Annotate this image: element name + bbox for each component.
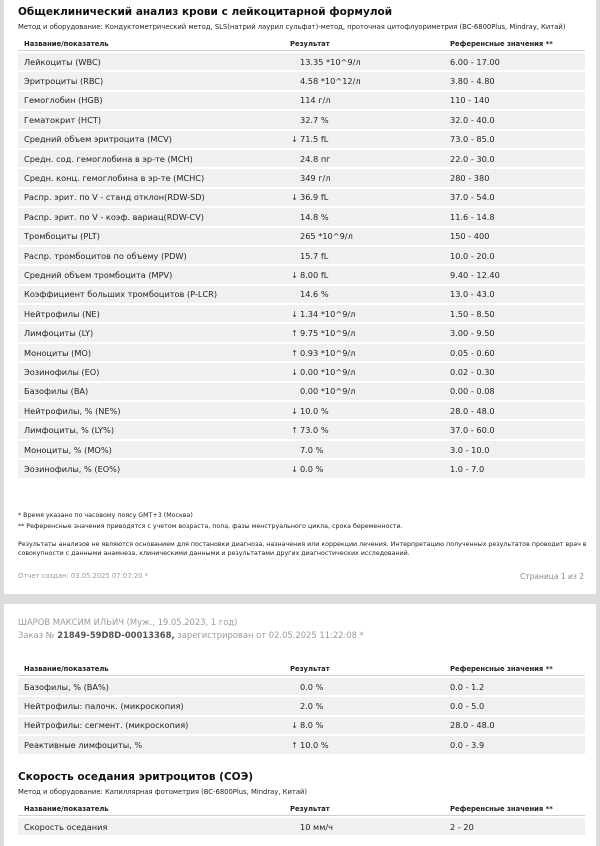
row-name: Нейтрофилы (NE) xyxy=(18,305,284,322)
row-name: Распр. тромбоцитов по объему (PDW) xyxy=(18,247,284,264)
row-result-cell xyxy=(284,460,444,477)
row-name: Лейкоциты (WBC) xyxy=(18,53,284,70)
row-result-cell xyxy=(284,383,444,400)
row-result-cell xyxy=(284,189,444,206)
row-name: Эозинофилы, % (EO%) xyxy=(18,460,284,477)
row-reference: 32.0 - 40.0 xyxy=(444,111,585,128)
row-result-cell xyxy=(284,818,444,835)
row-reference: 110 - 140 xyxy=(444,92,585,109)
row-result-cell xyxy=(284,678,444,695)
patient-info: ШАРОВ МАКСИМ ИЛЬИЧ (Муж., 19.05.2023, 1 год) xyxy=(18,617,238,627)
row-result-cell xyxy=(284,228,444,245)
page-number: Страница 1 из 2 xyxy=(520,572,584,581)
row-result: 2.0 % xyxy=(300,701,324,712)
row-name: Коэффициент больших тромбоцитов (P-LCR) xyxy=(18,286,284,303)
note-timezone: * Время указано по часовому поясу GMT+3 (Москва) xyxy=(18,512,193,519)
row-reference: 0.05 - 0.60 xyxy=(444,344,585,361)
arrow-up-icon: ↑ xyxy=(291,425,298,436)
order-info xyxy=(18,630,364,640)
row-result-cell xyxy=(284,111,444,128)
method-text-esr: Метод и оборудование: Капиллярная фотометрия (BC-6800Plus, Mindray, Китай) xyxy=(18,788,308,796)
table-row xyxy=(18,208,585,225)
table-row xyxy=(18,678,585,695)
row-result-cell xyxy=(284,421,444,438)
row-result-cell xyxy=(284,736,444,753)
section-title-cbc: Общеклинический анализ крови с лейкоцитарной формулой xyxy=(18,6,393,18)
table-row xyxy=(18,344,585,361)
table-row xyxy=(18,228,585,245)
row-result: 0.0 % xyxy=(300,463,324,474)
row-name: Нейтрофилы: сегмент. (микроскопия) xyxy=(18,717,284,734)
row-reference: 22.0 - 30.0 xyxy=(444,150,585,167)
row-result: 15.7 fL xyxy=(300,250,329,261)
row-result: 9.75 *10^9/л xyxy=(300,328,356,339)
row-name: Скорость оседания xyxy=(18,818,284,835)
row-reference: 28.0 - 48.0 xyxy=(444,402,585,419)
row-result-cell xyxy=(284,150,444,167)
col-header-ref: Референсные значения ** xyxy=(444,803,585,816)
row-reference: 150 - 400 xyxy=(444,228,585,245)
row-reference: 28.0 - 48.0 xyxy=(444,717,585,734)
arrow-down-icon: ↓ xyxy=(291,405,298,416)
col-header-name: Название/показатель xyxy=(18,803,284,816)
report-page-1 xyxy=(4,0,596,594)
arrow-down-icon: ↓ xyxy=(291,192,298,203)
method-text: Метод и оборудование: Кондуктометрический метод, SLS(натрий лаурил сульфат)-метод, проточная цитофлуориметрия (BC-6800Plus, Mindray, Китай) xyxy=(18,23,566,31)
table-row xyxy=(18,697,585,714)
row-result-cell xyxy=(284,717,444,734)
row-result-cell xyxy=(284,247,444,264)
section-title-esr: Скорость оседания эритроцитов (СОЭ) xyxy=(18,771,254,783)
arrow-up-icon: ↑ xyxy=(291,739,298,750)
row-reference: 3.00 - 9.50 xyxy=(444,324,585,341)
row-name: Базофилы, % (BA%) xyxy=(18,678,284,695)
row-reference: 0.0 - 5.0 xyxy=(444,697,585,714)
table-row xyxy=(18,169,585,186)
row-reference: 11.6 - 14.8 xyxy=(444,208,585,225)
row-result: 71.5 fL xyxy=(300,134,329,145)
arrow-down-icon: ↓ xyxy=(291,134,298,145)
row-reference: 0.0 - 1.2 xyxy=(444,678,585,695)
row-result-cell xyxy=(284,324,444,341)
note-disclaimer: Результаты анализов не являются основанием для постановки диагноза, назначения или коррекции лечения. Интерпретацию полученных результатов проводит врач в совокупности с данными анамнеза, клиническими данными и результатами других диагностических исследований. xyxy=(18,541,587,557)
row-result-cell xyxy=(284,286,444,303)
table-row xyxy=(18,247,585,264)
table-row xyxy=(18,460,585,477)
row-result: 4.58 *10^12/л xyxy=(300,76,361,87)
arrow-down-icon: ↓ xyxy=(291,720,298,731)
table-row xyxy=(18,131,585,148)
row-result: 8.00 fL xyxy=(300,269,329,280)
row-name: Лимфоциты (LY) xyxy=(18,324,284,341)
row-reference: 2 - 20 xyxy=(444,818,585,835)
row-name: Моноциты, % (MO%) xyxy=(18,441,284,458)
row-result-cell xyxy=(284,363,444,380)
note-reference: ** Референсные значения приводятся с учетом возраста, пола, фазы менструального цикла, срока беременности. xyxy=(18,523,403,530)
row-result: 13.35 *10^9/л xyxy=(300,56,361,67)
table-row xyxy=(18,736,585,753)
results-table-cbc xyxy=(18,36,585,480)
order-registered: зарегистрирован от 02.05.2025 11:22:08 * xyxy=(177,630,364,640)
row-name: Средн. сод. гемоглобина в эр-те (MCH) xyxy=(18,150,284,167)
table-row xyxy=(18,441,585,458)
row-result: 36.9 fL xyxy=(300,192,329,203)
table-row xyxy=(18,286,585,303)
row-name: Моноциты (MO) xyxy=(18,344,284,361)
row-result-cell xyxy=(284,441,444,458)
table-row xyxy=(18,150,585,167)
order-prefix: Заказ № xyxy=(18,630,55,640)
row-result-cell xyxy=(284,72,444,89)
row-name: Эозинофилы (EO) xyxy=(18,363,284,380)
row-name: Гематокрит (HCT) xyxy=(18,111,284,128)
order-number: 21849-59D8D-00013368, xyxy=(57,630,175,640)
arrow-down-icon: ↓ xyxy=(291,269,298,280)
row-reference: 1.0 - 7.0 xyxy=(444,460,585,477)
row-reference: 0.00 - 0.08 xyxy=(444,383,585,400)
row-result: 265 *10^9/л xyxy=(300,231,353,242)
row-result: 0.93 *10^9/л xyxy=(300,347,356,358)
row-reference: 3.0 - 10.0 xyxy=(444,441,585,458)
row-result: 7.0 % xyxy=(300,444,324,455)
table-row xyxy=(18,189,585,206)
table-row xyxy=(18,818,585,835)
row-result: 114 г/л xyxy=(300,95,331,106)
col-header-ref: Референсные значения ** xyxy=(444,38,585,51)
table-row xyxy=(18,111,585,128)
results-table-smear xyxy=(18,661,585,756)
table-row xyxy=(18,717,585,734)
row-reference: 37.0 - 54.0 xyxy=(444,189,585,206)
row-name: Средн. конц. гемоглобина в эр-те (MCHC) xyxy=(18,169,284,186)
row-result-cell xyxy=(284,266,444,283)
row-name: Лимфоциты, % (LY%) xyxy=(18,421,284,438)
row-result-cell xyxy=(284,208,444,225)
arrow-down-icon: ↓ xyxy=(291,308,298,319)
row-result-cell xyxy=(284,92,444,109)
row-name: Распр. эрит. по V - станд отклон(RDW-SD) xyxy=(18,189,284,206)
row-reference: 3.80 - 4.80 xyxy=(444,72,585,89)
row-name: Реактивные лимфоциты, % xyxy=(18,736,284,753)
row-result: 0.00 *10^9/л xyxy=(300,386,356,397)
arrow-down-icon: ↓ xyxy=(291,366,298,377)
row-name: Нейтрофилы: палочк. (микроскопия) xyxy=(18,697,284,714)
col-header-result: Результат xyxy=(284,803,444,816)
table-row xyxy=(18,53,585,70)
table-row xyxy=(18,72,585,89)
row-name: Эритроциты (RBC) xyxy=(18,72,284,89)
table-row xyxy=(18,421,585,438)
row-reference: 1.50 - 8.50 xyxy=(444,305,585,322)
results-table-esr xyxy=(18,801,585,837)
table-row xyxy=(18,92,585,109)
col-header-name: Название/показатель xyxy=(18,663,284,676)
col-header-result: Результат xyxy=(284,663,444,676)
row-name: Распр. эрит. по V - коэф. вариац(RDW-CV) xyxy=(18,208,284,225)
row-reference: 280 - 380 xyxy=(444,169,585,186)
row-reference: 0.0 - 3.9 xyxy=(444,736,585,753)
row-result: 14.6 % xyxy=(300,289,329,300)
col-header-name: Название/показатель xyxy=(18,38,284,51)
row-reference: 6.00 - 17.00 xyxy=(444,53,585,70)
row-result-cell xyxy=(284,131,444,148)
table-row xyxy=(18,383,585,400)
row-result-cell xyxy=(284,169,444,186)
row-result: 32.7 % xyxy=(300,114,329,125)
table-row xyxy=(18,363,585,380)
row-name: Гемоглобин (HGB) xyxy=(18,92,284,109)
row-result: 0.00 *10^9/л xyxy=(300,366,356,377)
row-name: Базофилы (BA) xyxy=(18,383,284,400)
row-reference: 37.0 - 60.0 xyxy=(444,421,585,438)
col-header-ref: Референсные значения ** xyxy=(444,663,585,676)
arrow-up-icon: ↑ xyxy=(291,328,298,339)
table-row xyxy=(18,402,585,419)
row-result: 14.8 % xyxy=(300,211,329,222)
row-result: 8.0 % xyxy=(300,720,324,731)
col-header-result: Результат xyxy=(284,38,444,51)
row-result-cell xyxy=(284,53,444,70)
table-row xyxy=(18,324,585,341)
row-result: 24.8 пг xyxy=(300,153,331,164)
row-reference: 9.40 - 12.40 xyxy=(444,266,585,283)
row-reference: 13.0 - 43.0 xyxy=(444,286,585,303)
row-result-cell xyxy=(284,697,444,714)
row-name: Средний объем тромбоцита (MPV) xyxy=(18,266,284,283)
report-created: Отчет создан: 03.05.2025 07:07:20 * xyxy=(18,572,149,580)
row-result-cell xyxy=(284,344,444,361)
table-row xyxy=(18,305,585,322)
row-reference: 10.0 - 20.0 xyxy=(444,247,585,264)
arrow-up-icon: ↑ xyxy=(291,347,298,358)
row-reference: 73.0 - 85.0 xyxy=(444,131,585,148)
table-row xyxy=(18,266,585,283)
row-name: Тромбоциты (PLT) xyxy=(18,228,284,245)
row-result: 349 г/л xyxy=(300,173,331,184)
row-result: 10.0 % xyxy=(300,739,329,750)
row-result: 1.34 *10^9/л xyxy=(300,308,356,319)
row-result-cell xyxy=(284,305,444,322)
row-reference: 0.02 - 0.30 xyxy=(444,363,585,380)
row-name: Нейтрофилы, % (NE%) xyxy=(18,402,284,419)
row-result: 10 мм/ч xyxy=(300,821,333,832)
row-result: 73.0 % xyxy=(300,425,329,436)
row-result-cell xyxy=(284,402,444,419)
report-page-2 xyxy=(4,604,596,846)
row-name: Средний объем эритроцита (MCV) xyxy=(18,131,284,148)
row-result: 10.0 % xyxy=(300,405,329,416)
row-result: 0.0 % xyxy=(300,681,324,692)
arrow-down-icon: ↓ xyxy=(291,463,298,474)
